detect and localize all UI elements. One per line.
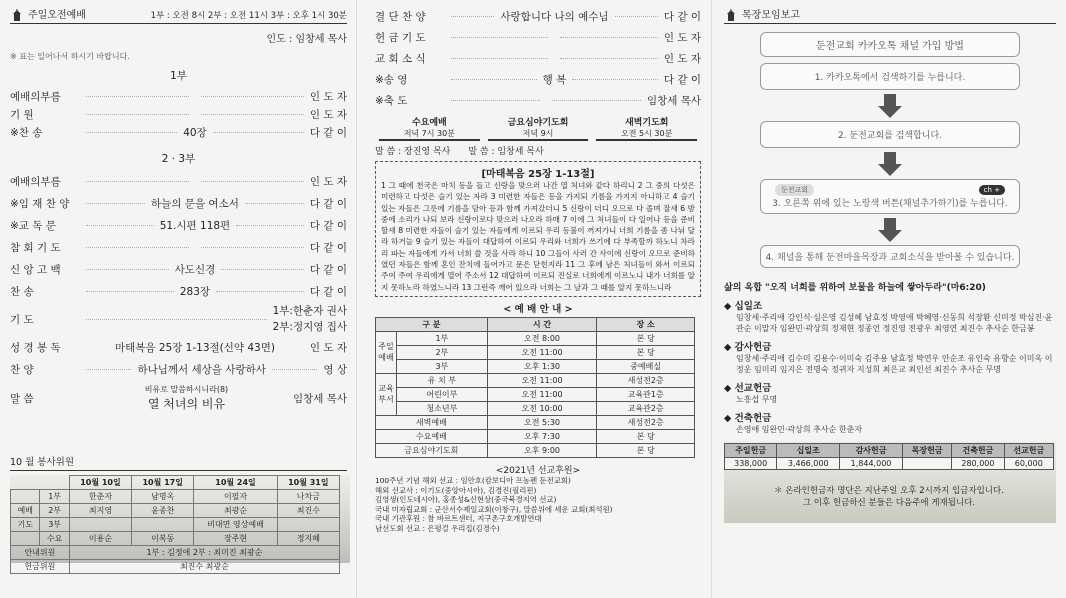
guide-row xyxy=(376,429,695,443)
section-names: 임창세·주리애 강인식·심은영 김성혜 남효정 박영애 박혜영·신동희 석장환 신미정 박심진·윤관순 이말자 임완민·곽상희 정재현 정종언 정진영 전광우 최영연 최진수 추사순 한금봉 xyxy=(736,313,1053,333)
order-label: 참 회 기 도 xyxy=(10,241,61,254)
vol-slot: 1부 xyxy=(40,490,69,504)
offering-col: 건축헌금 xyxy=(952,444,1004,458)
section-title: 건축헌금 xyxy=(734,413,772,424)
offering-col: 감사헌금 xyxy=(840,444,903,458)
channel-add-icon: ch + xyxy=(979,185,1005,195)
section-title: 선교헌금 xyxy=(734,383,772,394)
guide-cell: 새성전2층 xyxy=(597,415,695,429)
second-service-title: 2 · 3부 xyxy=(161,153,196,165)
sermon-speaker: 임창세 목사 xyxy=(292,392,347,405)
offering-section xyxy=(724,410,1056,424)
first-service-order xyxy=(10,87,347,141)
prayer-label: 기 도 xyxy=(10,313,34,326)
guide-cell: 본 당 xyxy=(597,443,695,457)
report-header xyxy=(724,6,1056,24)
step-4: 4. 채널을 통해 둔전마을목장과 교회소식을 받아볼 수 있습니다. xyxy=(760,245,1020,268)
page-report xyxy=(711,0,1066,598)
scripture-box xyxy=(375,161,701,297)
offering-amount: 3,466,000 xyxy=(777,458,840,470)
diamond-icon: ◆ xyxy=(724,383,732,394)
section-title: 십일조 xyxy=(734,301,763,312)
order-row xyxy=(10,123,347,141)
worship-guide-title: < 예 배 안 내 > xyxy=(503,303,573,315)
guide-cell: 교육관1층 xyxy=(597,387,695,401)
order-performer: 인 도 자 xyxy=(663,53,702,65)
guide-col: 장 소 xyxy=(597,317,695,331)
order-row xyxy=(10,87,347,105)
order-label: 예배의부름 xyxy=(10,90,61,103)
mission-line: 100주년 기념 해외 선교 : 임안호(캄보디아 프놈펜 둔전교회) xyxy=(375,475,571,485)
guide-cell: 오후 9:00 xyxy=(487,443,597,457)
vol-cell: 이복동 xyxy=(132,532,194,546)
offering-footer xyxy=(724,485,1054,509)
order-performer: 인 도 자 xyxy=(663,32,702,44)
worship-guide-table xyxy=(375,317,695,458)
first-service-title: 1부 xyxy=(170,70,187,82)
speaker-wed: 말 씀 : 장진영 목사 xyxy=(375,147,451,157)
diamond-icon: ◆ xyxy=(724,342,732,353)
guide-row xyxy=(376,345,695,359)
guide-cell: 중예배실 xyxy=(597,359,695,373)
step-3 xyxy=(760,179,1020,214)
page-sunday-service xyxy=(0,0,355,598)
vol-slot: 2부 xyxy=(40,504,69,518)
vol-serve: 최진수 최광순 xyxy=(69,560,339,574)
standing-note: ※ 표는 일어나서 하시기 바랍니다. xyxy=(10,52,130,61)
church-icon xyxy=(10,9,24,21)
vol-serve-label: 헌금위원 xyxy=(11,560,70,574)
weekday-service xyxy=(596,115,697,141)
guide-cell: 오후 7:30 xyxy=(487,429,597,443)
guide-cell: 어린이부 xyxy=(397,387,488,401)
order-performer: 다 같 이 xyxy=(663,11,701,23)
vol-cell: 최지영 xyxy=(69,504,131,518)
arrow-down-icon xyxy=(878,106,902,118)
order-item: 사랑합니다 나의 예수님 xyxy=(500,11,609,23)
kakao-title: 둔전교회 카카오톡 채널 가입 방법 xyxy=(760,32,1020,57)
order-row xyxy=(10,214,347,236)
volunteer-title: 10 월 봉사위원 xyxy=(10,454,347,471)
sermon-row xyxy=(10,380,347,416)
guide-cell: 교육관2층 xyxy=(597,401,695,415)
vol-row xyxy=(11,490,340,504)
guide-cell: 유 치 부 xyxy=(397,373,488,387)
sermon-subtitle: 비유로 말씀하시니라(8) xyxy=(144,385,229,394)
guide-cell: 1부 xyxy=(397,331,488,345)
guide-cell: 오전 11:00 xyxy=(487,387,597,401)
guide-cell: 수요예배 xyxy=(376,429,488,443)
service-time: 오전 5시 30분 xyxy=(621,129,673,138)
step-3-app: 둔전교회 xyxy=(775,184,814,196)
diamond-icon: ◆ xyxy=(724,413,732,424)
order-performer: 다 같 이 xyxy=(309,241,348,254)
prayer-first: 1부:한춘자 권사 xyxy=(272,305,347,317)
order-row xyxy=(10,358,347,380)
guide-cell: 새벽예배 xyxy=(376,415,488,429)
offering-verse: 삶의 옥합 "오직 너희를 위하여 보물을 하늘에 쌓아두라"(마6:20) xyxy=(724,283,986,293)
order-row xyxy=(10,336,347,358)
offering-amount: 280,000 xyxy=(952,458,1004,470)
guide-cell: 3부 xyxy=(397,359,488,373)
vol-group: 기도 xyxy=(11,518,40,532)
mission-line: 해외 선교사 : 이기도(중앙아시아), 김경진(필리핀) xyxy=(375,485,537,495)
service-name: 금요심야기도회 xyxy=(507,118,569,128)
order-row xyxy=(375,69,701,90)
service-schedule: 1부 : 오전 8시 2부 : 오전 11시 3부 : 오후 1시 30분 xyxy=(150,11,347,21)
order-row xyxy=(10,236,347,258)
order-item: 마태복음 25장 1-13절(신약 43면) xyxy=(114,341,275,354)
order-label: 신 앙 고 백 xyxy=(10,263,61,276)
prayer-row xyxy=(10,302,347,336)
order-row xyxy=(10,170,347,192)
order-performer: 다 같 이 xyxy=(309,285,348,298)
guide-col: 시 간 xyxy=(487,317,597,331)
order-label: 찬 양 xyxy=(10,363,34,376)
vol-guide-label: 안내위원 xyxy=(11,546,70,560)
offering-sections xyxy=(724,298,1056,435)
order-row xyxy=(10,280,347,302)
guide-row xyxy=(376,415,695,429)
guide-row xyxy=(376,373,695,387)
order-row xyxy=(10,258,347,280)
page-order-and-guide xyxy=(356,0,711,598)
service-name: 수요예배 xyxy=(411,118,447,128)
offering-section xyxy=(724,339,1056,353)
footer-line: 그 이후 헌금하신 분들은 다음주에 게재됩니다. xyxy=(802,498,976,508)
weekday-services xyxy=(375,115,701,141)
order-label: 성 경 봉 독 xyxy=(10,341,61,354)
guide-cell: 오전 11:00 xyxy=(487,373,597,387)
sermon-title: 열 처녀의 비유 xyxy=(147,397,226,411)
order-item: 사도신경 xyxy=(174,263,216,276)
order-item: 하늘의 문을 여소서 xyxy=(151,197,239,210)
guide-cell: 오전 10:00 xyxy=(487,401,597,415)
section-names: 노흥섭 무명 xyxy=(736,395,778,404)
offering-amount: 60,000 xyxy=(1004,458,1053,470)
guide-cell: 금요심야기도회 xyxy=(376,443,488,457)
guide-cell: 본 당 xyxy=(597,345,695,359)
weekday-speakers xyxy=(375,144,701,157)
order-label: ※찬 송 xyxy=(10,126,43,139)
vol-cell: 남명옥 xyxy=(132,490,194,504)
guide-cell: 본 당 xyxy=(597,331,695,345)
vol-cell: 정지혜 xyxy=(277,532,339,546)
mission-line: 국내 기관후원 : 참 바르트센터, 지구촌구호개발연대 xyxy=(375,514,542,524)
service-time: 저녁 7시 30분 xyxy=(403,129,455,138)
vol-row xyxy=(11,518,340,532)
volunteer-table xyxy=(10,475,340,574)
order-label: ※송 영 xyxy=(375,74,408,86)
closing-order xyxy=(375,6,701,111)
mission-line: 김영생(인도네시아), 홍종성&신현상(중국북경지역 선교) xyxy=(375,495,557,505)
order-label: ※교 독 문 xyxy=(10,219,56,232)
step-2: 2. 둔전교회를 검색합니다. xyxy=(760,121,1020,148)
guide-cell: 오후 1:30 xyxy=(487,359,597,373)
order-performer: 다 같 이 xyxy=(309,219,347,232)
order-item: 하나님께서 세상을 사랑하사 xyxy=(137,363,266,376)
vol-date: 10월 31일 xyxy=(277,476,339,490)
step-1: 1. 카카오톡에서 검색하기를 누릅니다. xyxy=(760,63,1020,90)
vol-cell xyxy=(69,518,131,532)
order-item: 283장 xyxy=(179,285,211,298)
vol-cell: 윤종찬 xyxy=(132,504,194,518)
guide-cell: 청소년부 xyxy=(397,401,488,415)
scripture-choir xyxy=(10,336,347,380)
guide-group: 주일예배 xyxy=(376,331,397,373)
church-icon xyxy=(724,9,738,21)
order-label: 헌 금 기 도 xyxy=(375,32,426,44)
vol-cell: 장주현 xyxy=(194,532,277,546)
vol-date: 10월 17일 xyxy=(132,476,194,490)
order-item: 40장 xyxy=(183,126,207,139)
order-performer: 다 같 이 xyxy=(663,74,702,86)
scripture-title: [마태복음 25장 1-13절] xyxy=(481,169,595,180)
guide-cell: 2부 xyxy=(397,345,488,359)
vol-cell: 최진수 xyxy=(277,504,339,518)
guide-row xyxy=(376,443,695,457)
footer-line: ＊ 온라인헌금자 명단은 지난주일 오후 2시까지 입금자입니다. xyxy=(774,486,1004,496)
section-names: 임창세·주리애 김수미 김용수·이미숙 김주용 남효정 박연우 안순조 유인숙 유향순 이미옥 이정운 임미리 임지은 전명숙 정귀자 지성희 최은교 최인선 최진수 추사순 무명 xyxy=(736,354,1053,374)
page-header xyxy=(10,6,347,24)
service-time: 저녁 9시 xyxy=(522,129,554,138)
vol-date: 10월 10일 xyxy=(69,476,131,490)
order-row xyxy=(375,48,701,69)
order-performer: 인 도 자 xyxy=(309,175,348,188)
mission-list xyxy=(375,476,701,534)
guide-group: 교육부서 xyxy=(376,373,397,415)
step-3-text: 3. 오른쪽 위에 있는 노랑색 버튼(채널추가하기)를 누릅니다. xyxy=(772,199,1008,209)
vol-row xyxy=(11,532,340,546)
scripture-text: 1 그 때에 천국은 마치 등을 들고 신랑을 맞으러 나간 열 처녀와 같다 하리니 2 그 중의 다섯은 미련하고 다섯은 슬기 있는 자라 3 미련한 자들은 등을 가지되 기름을 가지지 아니하고 4 슬기 있는 자들은 그릇에 기름을 담아 등과 함께 가져갔더니 5 신랑이 더디 오므로 다 졸며 잘새 6 밤중에 소리가 나되 보라 신랑이로다 맞으러 나오라 하매 7 이에 그 처녀들이 다 일어나 등을 준비할새 8 미련한 자들이 슬기 있는 자들에게 이르되 우리 등불이 꺼져가니 너희 기름을 좀 나눠 달라 하거늘 9 슬기 있는 자들이 대답하여 이르되 우리와 너희가 쓰기에 다 부족할까 하노니 차라리 파는 자들에게 가서 너희 쓸 것을 사라 하니 10 그들이 사러 간 사이에 신랑이 오므로 준비하였던 자들은 함께 혼인 잔치에 들어가고 문은 닫힌지라 11 그 후에 남은 처녀들이 와서 이르되 주여 주여 우리에게 열어 주소서 12 대답하여 이르되 진실로 너희에게 이르노니 내가 너희를 알지 못하노라 하였느니라 13 그런즉 깨어 있으라 너희는 그 날과 그 때를 알지 못하느니라 xyxy=(381,181,695,292)
order-label: 교 회 소 식 xyxy=(375,53,426,65)
service-name: 새벽기도회 xyxy=(624,118,669,128)
vol-cell: 한춘자 xyxy=(69,490,131,504)
vol-slot: 수요 xyxy=(40,532,69,546)
guide-row xyxy=(376,331,695,345)
leader: 인도 : 임창세 목사 xyxy=(266,34,347,45)
order-label: 결 단 찬 양 xyxy=(375,11,426,23)
vol-cell: 최광순 xyxy=(194,504,277,518)
offering-section xyxy=(724,380,1056,394)
offering-col: 선교헌금 xyxy=(1004,444,1053,458)
mission-line: 남선도회 선교 : 은평걸 우리집(김경수) xyxy=(375,523,500,533)
guide-cell: 본 당 xyxy=(597,429,695,443)
order-item: 51.시편 118편 xyxy=(159,219,231,232)
order-label: 예배의부름 xyxy=(10,175,61,188)
section-names: 손영애 임완민·곽상희 추사순 한춘자 xyxy=(736,425,863,434)
diamond-icon: ◆ xyxy=(724,301,732,312)
guide-row xyxy=(376,401,695,415)
order-row xyxy=(10,192,347,214)
guide-col: 구 분 xyxy=(376,317,488,331)
order-row xyxy=(375,6,701,27)
mission-title: <2021년 선교후원> xyxy=(495,465,581,476)
guide-row xyxy=(376,387,695,401)
order-row xyxy=(10,105,347,123)
offering-col: 주일헌금 xyxy=(725,444,777,458)
second-service-order xyxy=(10,170,347,302)
guide-cell: 오전 5:30 xyxy=(487,415,597,429)
vol-row xyxy=(11,504,340,518)
vol-cell: 나차금 xyxy=(277,490,339,504)
vol-group xyxy=(11,490,40,504)
guide-cell: 오전 11:00 xyxy=(487,345,597,359)
prayer-second: 2부:정지영 집사 xyxy=(272,321,347,333)
vol-group: 예배 xyxy=(11,504,40,518)
order-performer: 영 상 xyxy=(323,363,347,376)
weekday-service xyxy=(488,115,589,141)
offering-amount: 338,000 xyxy=(725,458,777,470)
order-label: ※축 도 xyxy=(375,95,408,107)
vol-date: 10월 24일 xyxy=(194,476,277,490)
speaker-fri: 말 씀 : 임창세 목사 xyxy=(468,147,544,157)
vol-cell: 이용순 xyxy=(69,532,131,546)
order-performer: 임창세 목사 xyxy=(646,95,701,107)
vol-guide: 1부 : 김정애 2부 : 최미진 최광순 xyxy=(69,546,339,560)
sermon-label: 말 씀 xyxy=(10,392,34,405)
service-title: 주일오전예배 xyxy=(28,10,86,21)
order-row xyxy=(375,90,701,111)
order-row xyxy=(375,27,701,48)
guide-cell: 오전 8:00 xyxy=(487,331,597,345)
offering-col: 십일조 xyxy=(777,444,840,458)
order-performer: 인 도 자 xyxy=(309,108,348,121)
order-performer: 다 같 이 xyxy=(309,263,347,276)
order-label: ※임 재 찬 양 xyxy=(10,197,70,210)
order-performer: 인 도 자 xyxy=(309,90,348,103)
order-label: 기 원 xyxy=(10,108,34,121)
volunteer-area xyxy=(10,475,347,571)
offering-amount xyxy=(902,458,951,470)
order-label: 찬 송 xyxy=(10,285,34,298)
weekday-service xyxy=(379,115,480,141)
vol-cell xyxy=(277,518,339,532)
vol-group xyxy=(11,532,40,546)
arrow-down-icon xyxy=(878,164,902,176)
vol-cell: 이필자 xyxy=(194,490,277,504)
guide-cell: 새성전2층 xyxy=(597,373,695,387)
offering-amount: 1,844,000 xyxy=(840,458,903,470)
order-performer: 인 도 자 xyxy=(309,341,347,354)
order-performer: 다 같 이 xyxy=(309,197,347,210)
offering-photo-area xyxy=(724,441,1056,523)
offering-table xyxy=(724,443,1054,470)
section-title: 감사헌금 xyxy=(734,342,772,353)
vol-slot: 3부 xyxy=(40,518,69,532)
vol-cell: 비대면 영상예배 xyxy=(194,518,277,532)
order-item: 행 복 xyxy=(542,74,567,86)
offering-col: 목장헌금 xyxy=(902,444,951,458)
guide-row xyxy=(376,359,695,373)
report-title: 목장모임보고 xyxy=(742,10,800,21)
arrow-down-icon xyxy=(878,230,902,242)
offering-section xyxy=(724,298,1056,312)
order-performer: 다 같 이 xyxy=(309,126,347,139)
mission-line: 국내 미자립교회 : 군산서수제일교회(이창구), 말씀위에 세운 교회(최석원) xyxy=(375,504,613,514)
vol-cell xyxy=(132,518,194,532)
